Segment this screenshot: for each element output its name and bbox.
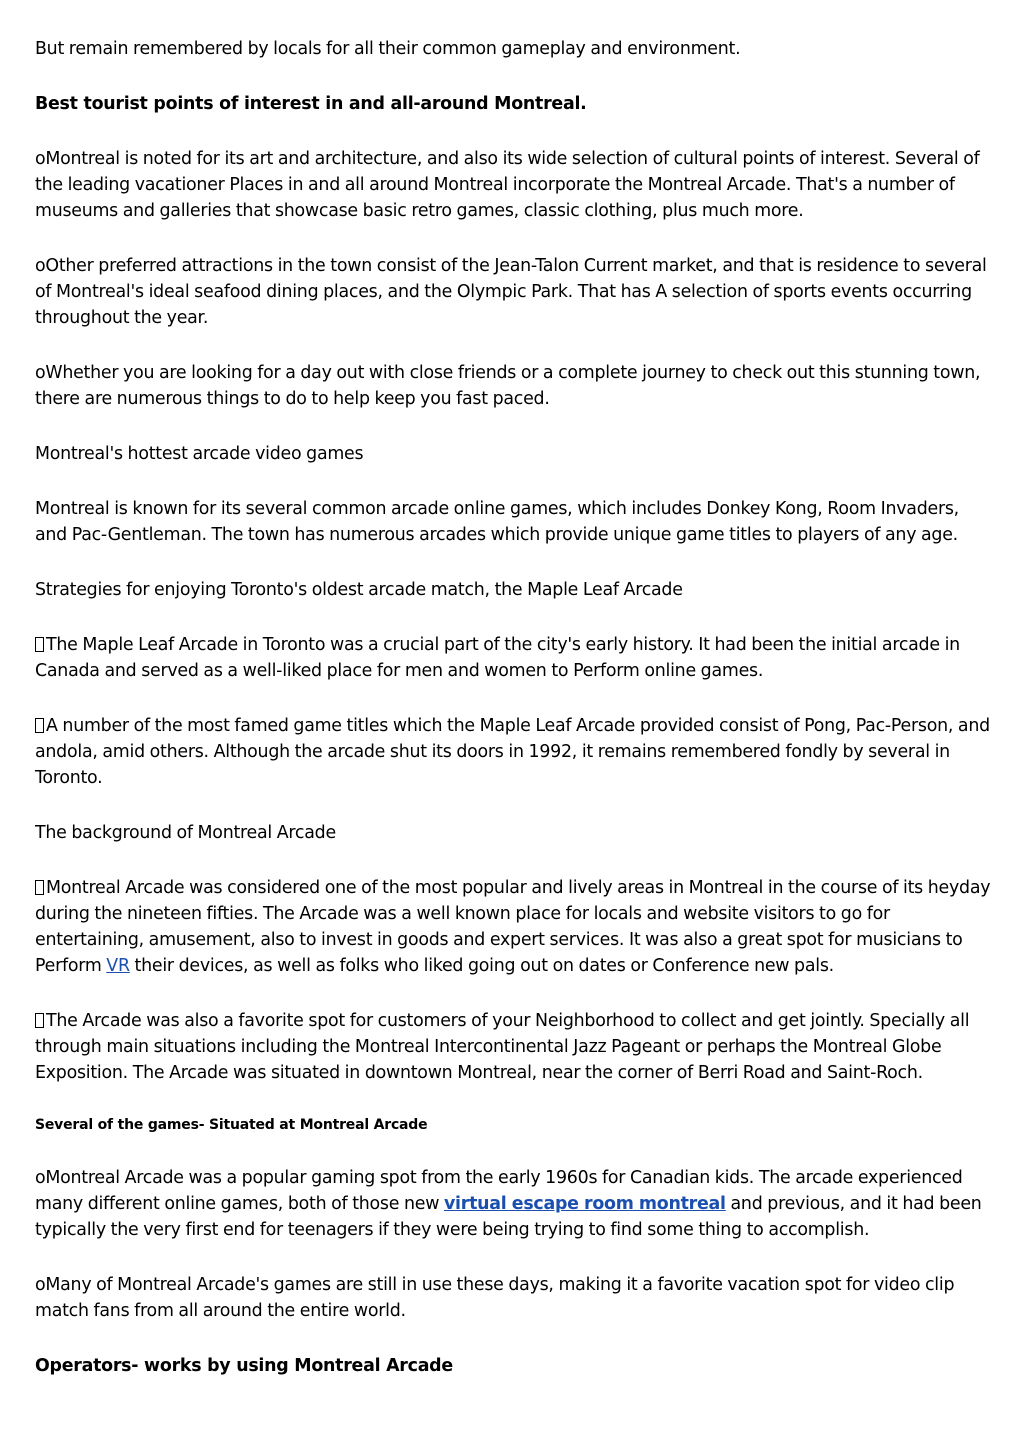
paragraph-text: and previous, and it had been typically the very first end for teenagers if they were being trying to find some thing to accomplish. <box>35 1194 982 1240</box>
subsection-heading: Several of the games- Situated at Montreal Arcade <box>35 1117 428 1133</box>
bullet-paragraph <box>35 1008 995 1086</box>
missing-glyph-icon <box>35 637 44 652</box>
paragraph: oOther preferred attractions in the town consist of the Jean-Talon Current market, and that is residence to several of Montreal's ideal seafood dining places, and the Olympic Park. That has A selection of sports events occurring throughout the year. <box>35 256 987 328</box>
paragraph <box>35 1165 995 1243</box>
bullet-paragraph <box>35 632 995 684</box>
paragraph: The background of Montreal Arcade <box>35 823 336 843</box>
paragraph: Montreal is known for its several common arcade online games, which includes Donkey Kong, Room Invaders, and Pac-Gentleman. The town has numerous arcades which provide unique game titles to players of any age. <box>35 499 959 545</box>
paragraph-text: oMontreal Arcade was a popular gaming spot from the early 1960s for Canadian kids. The arcade experienced many different online games, both of those new <box>35 1168 963 1214</box>
section-heading: Operators- works by using Montreal Arcade <box>35 1356 453 1376</box>
missing-glyph-icon <box>35 718 44 733</box>
paragraph-text: A number of the most famed game titles which the Maple Leaf Arcade provided consist of Pong, Pac-Person, and andola, amid others. Although the arcade shut its doors in 1992, it remains remembered fondly by several in Toronto. <box>35 716 990 788</box>
paragraph-text: Montreal Arcade was considered one of the most popular and lively areas in Montreal in the course of its heyday during the nineteen fifties. The Arcade was a well known place for locals and website visitors to go for entertaining, amusement, also to invest in goods and expert services. It was also a great spot for musicians to Perform <box>35 878 991 976</box>
bullet-paragraph <box>35 713 995 791</box>
document-body <box>35 36 995 1408</box>
missing-glyph-icon <box>35 880 44 895</box>
virtual-escape-room-link[interactable]: virtual escape room montreal <box>443 1194 726 1214</box>
paragraph: Montreal's hottest arcade video games <box>35 444 364 464</box>
paragraph-text: their devices, as well as folks who liked going out on dates or Conference new pals. <box>129 956 834 976</box>
paragraph: oWhether you are looking for a day out with close friends or a complete journey to check out this stunning town, there are numerous things to do to help keep you fast paced. <box>35 363 981 409</box>
paragraph: Strategies for enjoying Toronto's oldest arcade match, the Maple Leaf Arcade <box>35 580 683 600</box>
paragraph-text: The Maple Leaf Arcade in Toronto was a crucial part of the city's early history. It had been the initial arcade in Canada and served as a well-liked place for men and women to Perform online games. <box>35 635 960 681</box>
paragraph-text: The Arcade was also a favorite spot for customers of your Neighborhood to collect and get jointly. Specially all through main situations including the Montreal Intercontinental Jazz Pageant or perhaps the Montreal Globe Exposition. The Arcade was situated in downtown Montreal, near the corner of Berri Road and Saint-Roch. <box>35 1011 970 1083</box>
paragraph: oMontreal is noted for its art and architecture, and also its wide selection of cultural points of interest. Several of the leading vacationer Places in and all around Montreal incorporate the Montreal Arcade. That's a number of museums and galleries that showcase basic retro games, classic clothing, plus much more. <box>35 149 980 221</box>
paragraph: oMany of Montreal Arcade's games are still in use these days, making it a favorite vacation spot for video clip match fans from all around the entire world. <box>35 1275 955 1321</box>
vr-link[interactable]: VR <box>106 956 130 976</box>
section-heading: Best tourist points of interest in and all-around Montreal. <box>35 94 587 114</box>
bullet-paragraph <box>35 875 995 979</box>
paragraph: But remain remembered by locals for all their common gameplay and environment. <box>35 39 741 59</box>
missing-glyph-icon <box>35 1013 44 1028</box>
